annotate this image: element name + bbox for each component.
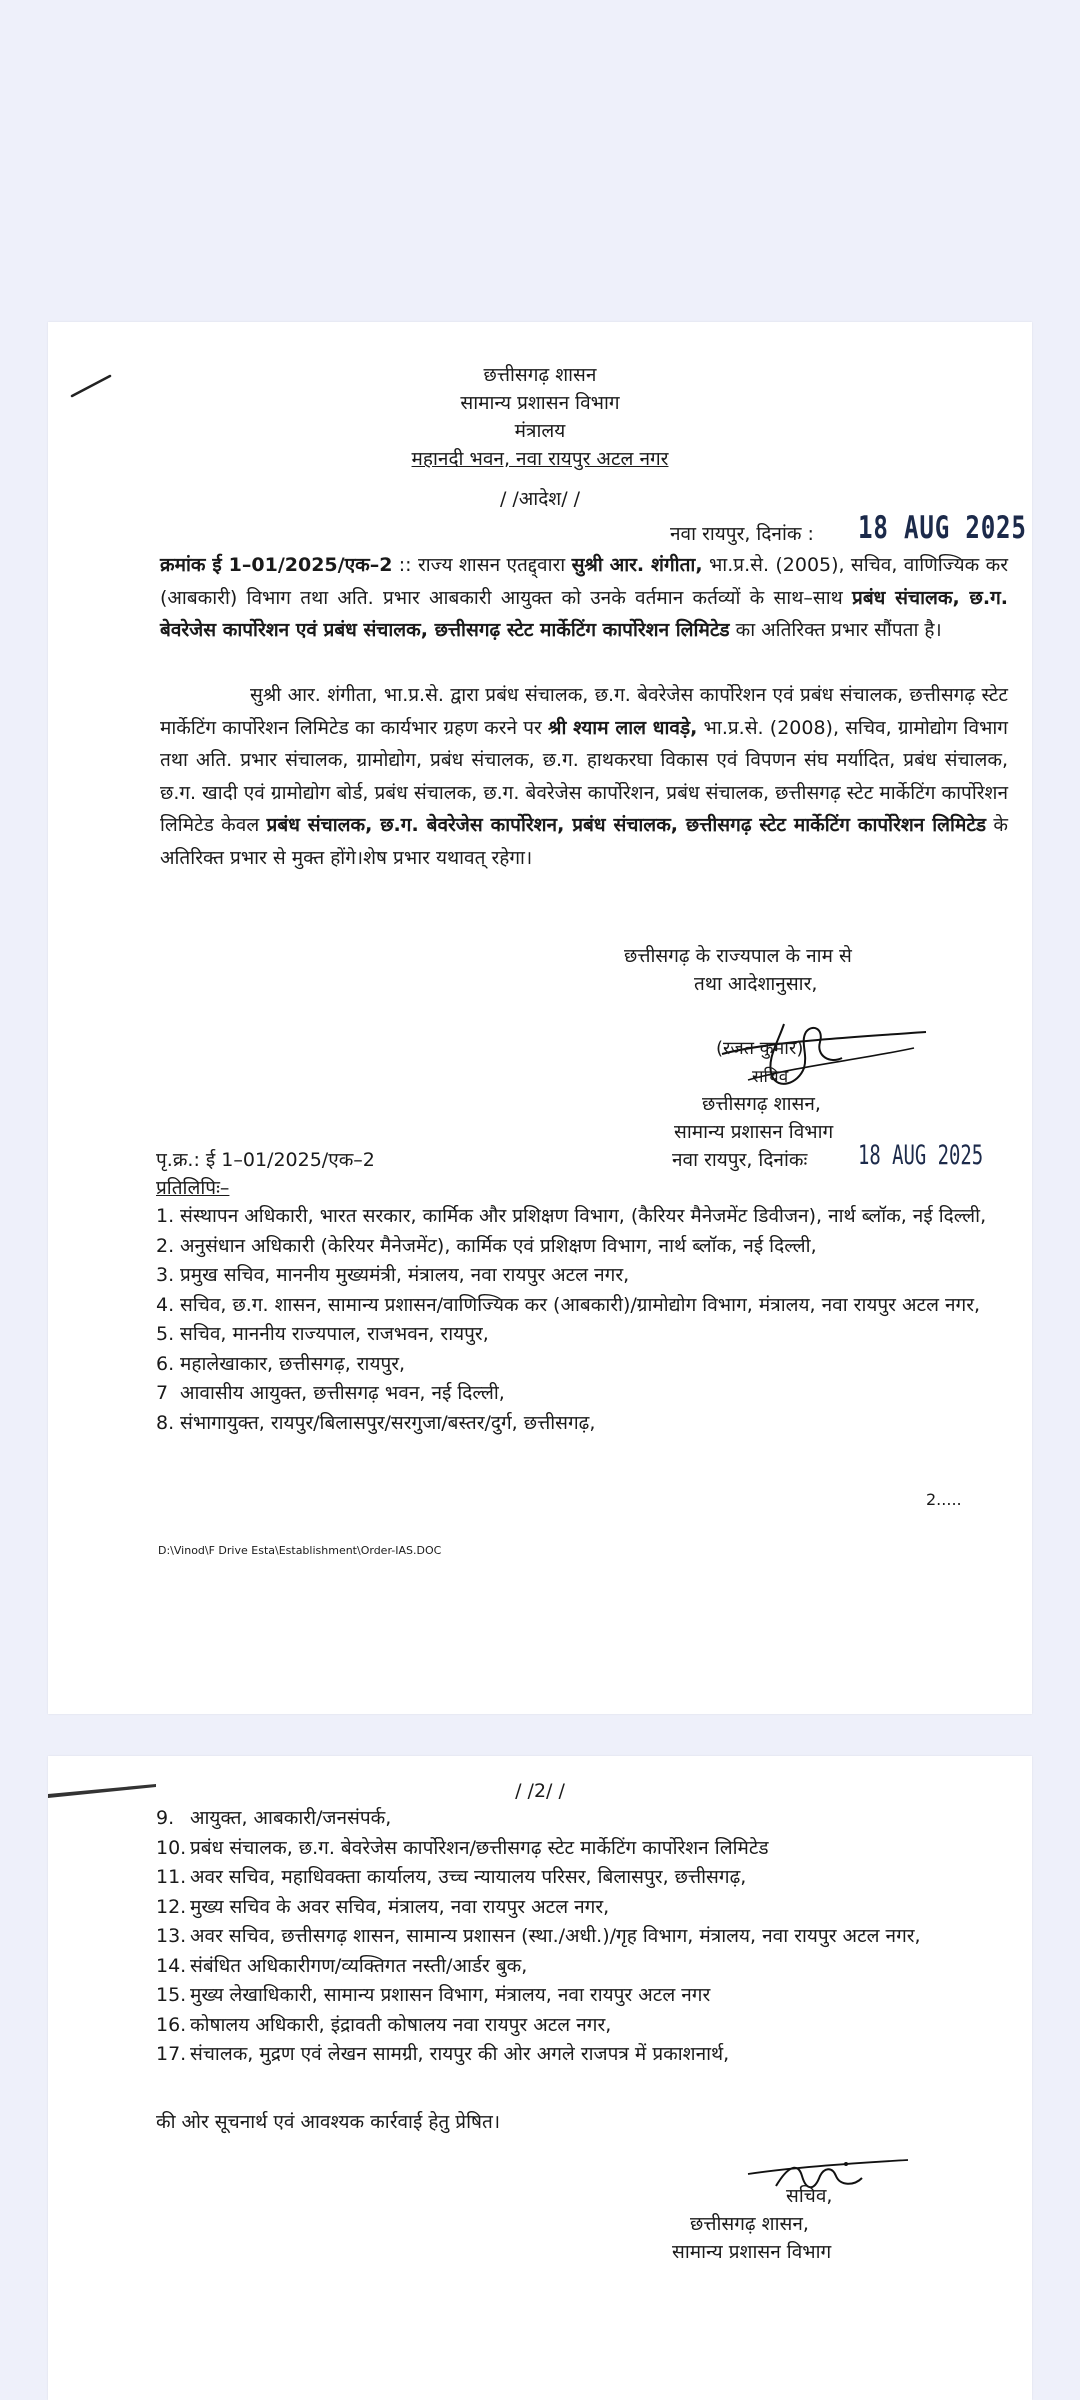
list-item (156, 1202, 1010, 1232)
list-item-number: 17. (156, 2043, 187, 2065)
list-item-text: संभागायुक्त, रायपुर/बिलासपुर/सरगुजा/बस्तर/दुर्ग, छत्तीसगढ़, (180, 1411, 596, 1434)
authority-line-1: छत्तीसगढ़ के राज्यपाल के नाम से (624, 945, 852, 967)
assigned-post: प्रबंध संचालक, छ.ग. बेवरेजेस कार्पोरेशन एवं प्रबंध संचालक, छत्तीसगढ़ स्टेट मार्केटिंग कार्पोरेशन लिमिटेड (160, 586, 1008, 641)
list-item-number: 2. (156, 1234, 175, 1257)
authority-line-2: तथा आदेशानुसार, (694, 973, 818, 995)
list-item-number: 6. (156, 1352, 175, 1375)
list-item-text: आयुक्त, आबकारी/जनसंपर्क, (190, 1807, 392, 1829)
list-item (156, 1320, 1010, 1350)
list-item-number: 3. (156, 1264, 175, 1286)
page-number: / /2/ / (515, 1780, 565, 1802)
list-item-number: 4. (156, 1293, 175, 1316)
list-item (156, 1804, 1010, 1834)
order-paragraph-1: क्रमांक ई 1–01/2025/एक–2 :: राज्य शासन एतद्द्वारा सुश्री आर. शंगीता, भा.प्र.से. (2005), सचिव, वाणिज्यिक कर (आबकारी) विभाग तथा अति. प्रभार आबकारी आयुक्त को उनके वर्तमान कर्तव्यों के साथ–साथ प्रबंध संचालक, छ.ग. बेवरेजेस कार्पोरेशन एवं प्रबंध संचालक, छत्तीसगढ़ स्टेट मार्केटिंग कार्पोरेशन लिमिटेड का अतिरिक्त प्रभार सौंपता है। (160, 554, 1008, 641)
list-item-number: 13. (156, 1925, 187, 1947)
list-item-number: 14. (156, 1954, 187, 1977)
list-item (156, 2040, 1010, 2070)
signatory-government: छत्तीसगढ़ शासन, (702, 1093, 821, 1115)
signatory-government-2: छत्तीसगढ़ शासन, (690, 2213, 809, 2235)
list-item-text: मुख्य लेखाधिकारी, सामान्य प्रशासन विभाग, मंत्रालय, नवा रायपुर अटल नगर (190, 1984, 711, 2006)
list-item-text: प्रमुख सचिव, माननीय मुख्यमंत्री, मंत्रालय, नवा रायपुर अटल नगर, (180, 1264, 630, 1286)
header-department: सामान्य प्रशासन विभाग (460, 392, 620, 414)
copy-distribution-list (156, 1202, 1010, 1438)
officer-name: सुश्री आर. शंगीता, (571, 554, 703, 576)
list-item-text: सचिव, छ.ग. शासन, सामान्य प्रशासन/वाणिज्यिक कर (आबकारी)/ग्रामोद्योग विभाग, मंत्रालय, नवा रायपुर अटल नगर, (180, 1293, 981, 1316)
list-item-text: अनुसंधान अधिकारी (केरियर मैनेजमेंट), कार्मिक एवं प्रशिक्षण विभाग, नार्थ ब्लॉक, नई दिल्ली, (180, 1234, 817, 1257)
list-item-text: संस्थापन अधिकारी, भारत सरकार, कार्मिक और प्रशिक्षण विभाग, (कैरियर मैनेजमेंट डिवीजन), नार्थ ब्लॉक, नई दिल्ली, (180, 1205, 987, 1227)
list-item (156, 2011, 1010, 2041)
signatory-designation-2: सचिव, (786, 2185, 833, 2207)
list-item (156, 1981, 1010, 2011)
document-page-1 (48, 322, 1032, 1714)
date-stamp: 18 AUG 2025 (858, 510, 1027, 546)
list-item (156, 1379, 1010, 1409)
endorsement-number: पृ.क्र.: ई 1–01/2025/एक–2 (156, 1149, 375, 1171)
list-item-number: 7 (156, 1382, 169, 1404)
list-item-number: 10. (156, 1836, 187, 1859)
list-item (156, 1291, 1010, 1321)
list-item (156, 1350, 1010, 1380)
list-item-text: प्रबंध संचालक, छ.ग. बेवरेजेस कार्पोरेशन/छत्तीसगढ़ स्टेट मार्केटिंग कार्पोरेशन लिमिटेड (190, 1836, 769, 1859)
order-number: क्रमांक ई 1–01/2025/एक–2 (160, 554, 393, 576)
copy-distribution-list-continued (156, 1804, 1010, 2070)
list-item (156, 1922, 1010, 1952)
document-page-2 (48, 1756, 1032, 2400)
list-item-number: 16. (156, 2013, 187, 2036)
header-address: महानदी भवन, नवा रायपुर अटल नगर (411, 448, 669, 470)
list-item-text: महालेखाकार, छत्तीसगढ़, रायपुर, (180, 1352, 406, 1375)
list-item (156, 1834, 1010, 1864)
list-item-text: आवासीय आयुक्त, छत्तीसगढ़ भवन, नई दिल्ली, (180, 1382, 505, 1404)
order-paragraph-2: सुश्री आर. शंगीता, भा.प्र.से. द्वारा प्रबंध संचालक, छ.ग. बेवरेजेस कार्पोरेशन एवं प्रबंध संचालक, छत्तीसगढ़ स्टेट मार्केटिंग कार्पोरेशन लिमिटेड का कार्यभार ग्रहण करने पर श्री श्याम लाल धावड़े, भा.प्र.से. (2008), सचिव, ग्रामोद्योग विभाग तथा अति. प्रभार संचालक, ग्रामोद्योग, प्रबंध संचालक, छ.ग. हाथकरघा विकास एवं विपणन संघ मर्यादित, प्रबंध संचालक, छ.ग. खादी एवं ग्रामोद्योग बोर्ड, प्रबंध संचालक, छ.ग. बेवरेजेस कार्पोरेशन, प्रबंध संचालक, छत्तीसगढ़ स्टेट मार्केटिंग कार्पोरेशन लिमिटेड केवल प्रबंध संचालक, छ.ग. बेवरेजेस कार्पोरेशन, प्रबंध संचालक, छत्तीसगढ़ स्टेट मार्केटिंग कार्पोरेशन लिमिटेड के अतिरिक्त प्रभार से मुक्त होंगे।शेष प्रभार यथावत् रहेगा। (160, 684, 1009, 869)
header-government: छत्तीसगढ़ शासन (483, 364, 597, 386)
list-item (156, 1952, 1010, 1982)
endorsement-date-stamp: 18 AUG 2025 (858, 1140, 984, 1171)
list-item-text: संचालक, मुद्रण एवं लेखन सामग्री, रायपुर की ओर अगले राजपत्र में प्रकाशनार्थ, (190, 2043, 730, 2065)
signatory-name: (रजत कुमार) (716, 1038, 804, 1059)
list-item (156, 1863, 1010, 1893)
copy-to-label: प्रतिलिपिः– (156, 1177, 230, 1199)
signatory-designation: सचिव (752, 1067, 789, 1087)
list-item-number: 15. (156, 1984, 187, 2006)
closing-line: की ओर सूचनार्थ एवं आवश्यक कार्रवाई हेतु प्रेषित। (156, 2111, 501, 2133)
list-item-number: 9. (156, 1807, 175, 1829)
continued-marker: 2..... (926, 1490, 962, 1509)
list-item (156, 1261, 1010, 1291)
list-item-text: मुख्य सचिव के अवर सचिव, मंत्रालय, नवा रायपुर अटल नगर, (190, 1895, 610, 1918)
list-item-number: 11. (156, 1866, 187, 1888)
signatory-department-2: सामान्य प्रशासन विभाग (672, 2241, 832, 2263)
file-path: D:\Vinod\F Drive Esta\Establishment\Order-IAS.DOC (158, 1544, 442, 1557)
order-title: / /आदेश/ / (499, 488, 581, 510)
relieved-officer-name: श्री श्याम लाल धावड़े, (548, 716, 698, 739)
endorsement-date-label: नवा रायपुर, दिनांकः (672, 1149, 808, 1171)
list-item-number: 8. (156, 1411, 175, 1434)
list-item-text: अवर सचिव, महाधिवक्ता कार्यालय, उच्च न्यायालय परिसर, बिलासपुर, छत्तीसगढ़, (190, 1866, 747, 1888)
list-item-text: सचिव, माननीय राज्यपाल, राजभवन, रायपुर, (180, 1323, 489, 1345)
list-item-number: 12. (156, 1895, 187, 1918)
list-item (156, 1893, 1010, 1923)
list-item-number: 1. (156, 1205, 175, 1227)
relieved-post: प्रबंध संचालक, छ.ग. बेवरेजेस कार्पोरेशन, प्रबंध संचालक, छत्तीसगढ़ स्टेट मार्केटिंग कार्पोरेशन लिमिटेड (266, 814, 987, 836)
list-item-text: अवर सचिव, छत्तीसगढ़ शासन, सामान्य प्रशासन (स्था./अधी.)/गृह विभाग, मंत्रालय, नवा रायपुर अटल नगर, (190, 1925, 921, 1947)
list-item-text: संबंधित अधिकारीगण/व्यक्तिगत नस्ती/आर्डर बुक, (190, 1954, 528, 1977)
list-item (156, 1232, 1010, 1262)
signatory-department: सामान्य प्रशासन विभाग (674, 1121, 834, 1143)
list-item-text: कोषालय अधिकारी, इंद्रावती कोषालय नवा रायपुर अटल नगर, (190, 2013, 612, 2036)
header-ministry: मंत्रालय (514, 420, 566, 442)
list-item-number: 5. (156, 1323, 175, 1345)
list-item (156, 1409, 1010, 1439)
date-label: नवा रायपुर, दिनांक : (670, 523, 814, 545)
